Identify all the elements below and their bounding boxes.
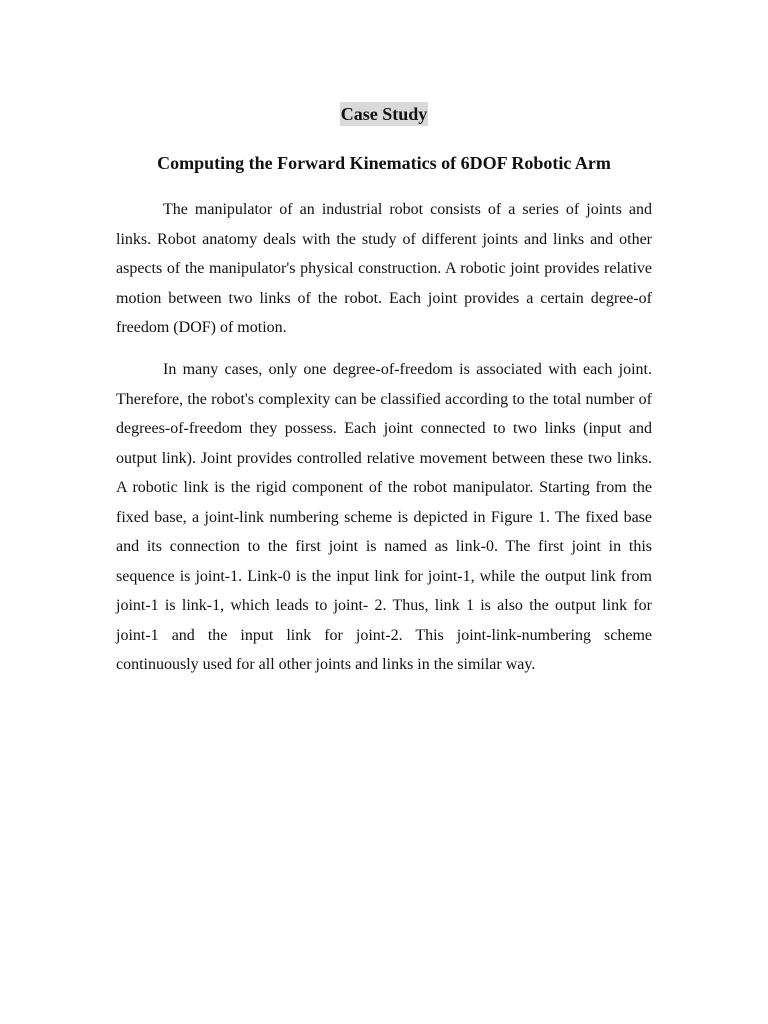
body-paragraph-1: The manipulator of an industrial robot consists of a series of joints and links. Robot anatomy deals with the study of different joints and links and other aspects of the manipulator's physical construction. A robotic joint provides relative motion between two links of the robot. Each joint provides a certain degree-of freedom (DOF) of motion. — [116, 201, 652, 336]
section-label: Case Study — [340, 104, 428, 124]
body-paragraph-2: In many cases, only one degree-of-freedom is associated with each joint. Therefore, the robot's complexity can be classified according to the total number of degrees-of-freedom they possess. Each joint connected to two links (input and output link). Joint provides controlled relative movement between these two links. A robotic link is the rigid component of the robot manipulator. Starting from the fixed base, a joint-link numbering scheme is depicted in Figure 1. The fixed base and its connection to the first joint is named as link-0. The first joint in this sequence is joint-1. Link-0 is the input link for joint-1, while the output link from joint-1 is link-1, which leads to joint- 2. Thus, link 1 is also the output link for joint-1 and the input link for joint-2. This joint-link-numbering scheme continuously used for all other joints and links in the similar way. — [116, 361, 652, 673]
document-title: Computing the Forward Kinematics of 6DOF Robotic Arm — [157, 153, 611, 173]
section-label-container — [0, 102, 768, 126]
